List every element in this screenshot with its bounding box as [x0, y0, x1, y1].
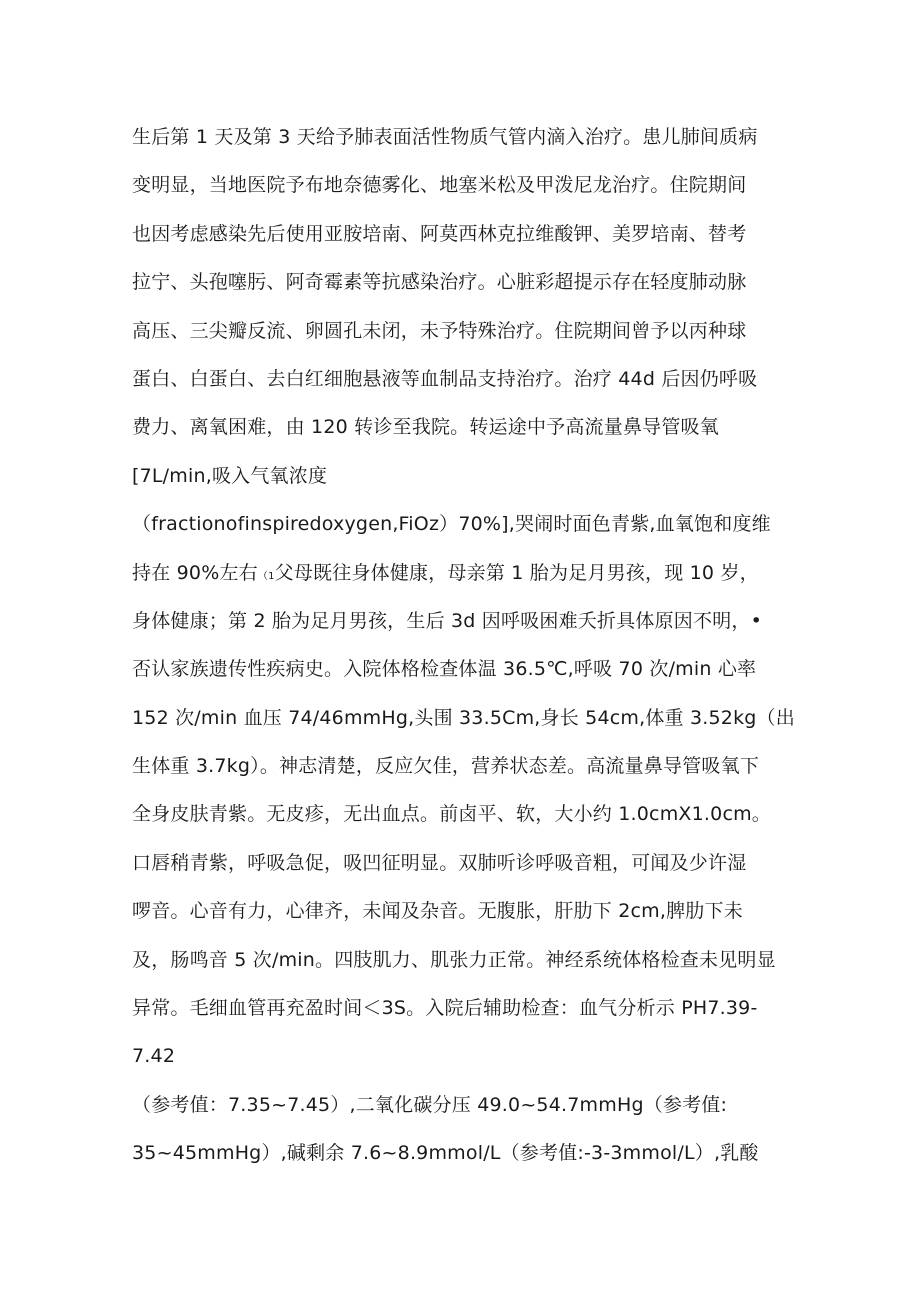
text-line-6: 蛋白、白蛋白、去白红细胞悬液等血制品支持治疗。治疗 44d 后因仍呼吸 [132, 367, 758, 390]
text-line-19: 异常。毛细血管再充盈时间＜3S。入院后辅助检查：血气分析示 PH7.39- [132, 997, 758, 1020]
text-line-14: 生体重 3.7kg）。神志清楚，反应欠佳，营养状态差。高流量鼻导管吸氧下 [132, 755, 760, 778]
text-line-10-end: 父母既往身体健康，母亲第 1 胎为足月男孩，现 10 岁， [274, 561, 759, 584]
text-line-3: 也因考虑感染先后使用亚胺培南、阿莫西林克拉维酸钾、美罗培南、替考 [132, 222, 747, 245]
text-line-18: 及，肠鸣音 5 次/min。四肢肌力、肌张力正常。神经系统体格检查未见明显 [132, 948, 776, 971]
text-line-13: 152 次/min 血压 74/46mmHg,头围 33.5Cm,身长 54cm,体重 3.52kg（出 [132, 706, 795, 729]
text-line-15: 全身皮肤青紫。无皮疹，无出血点。前卤平、软，大小约 1.0cmX1.0cm。 [132, 803, 771, 826]
text-line-20: 7.42 [132, 1045, 176, 1068]
text-line-7: 费力、离氧困难，由 120 转诊至我院。转运途中予高流量鼻导管吸氧 [132, 416, 719, 439]
text-line-5: 高压、三尖瓣反流、卵圆孔未闭，未予特殊治疗。住院期间曾予以丙种球 [132, 319, 747, 342]
text-line-11: 身体健康；第 2 胎为足月男孩，生后 3d 因呼吸困难夭折具体原因不明，• [132, 609, 763, 632]
text-line-16: 口唇稍青紫，呼吸急促，吸凹征明显。双肺听诊呼吸音粗，可闻及少许湿 [132, 851, 747, 874]
text-line-17: 啰音。心音有力，心律齐，未闻及杂音。无腹胀，肝肋下 2cm,脾肋下未 [132, 900, 743, 923]
superscript-note: （1 [257, 570, 275, 582]
text-line-22: 35~45mmHg）,碱剩余 7.6~8.9mmol/L（参考值:-3-3mmol/L）,乳酸 [132, 1142, 759, 1165]
text-line-2: 变明显，当地医院予布地奈德雾化、地塞米松及甲泼尼龙治疗。住院期间 [132, 174, 747, 197]
body-text [132, 113, 812, 1178]
text-line-21: （参考值：7.35~7.45）,二氧化碳分压 49.0~54.7mmHg（参考值: [132, 1093, 728, 1116]
text-line-12: 否认家族遗传性疾病史。入院体格检查体温 36.5℃,呼吸 70 次/min 心率 [132, 658, 757, 681]
text-line-10 [132, 549, 812, 597]
text-line-10-start: 持在 90%左右 [132, 561, 258, 584]
text-line-1: 生后第 1 天及第 3 天给予肺表面活性物质气管内滴入治疗。患儿肺间质病 [132, 126, 758, 148]
text-line-8: [7L/min,吸入气氧浓度 [132, 464, 328, 487]
text-line-9: （fractionofinspiredoxygen,FiOz）70%],哭闹时面色青紫,血氧饱和度维 [132, 513, 771, 536]
text-line-4: 拉宁、头孢噻肟、阿奇霉素等抗感染治疗。心脏彩超提示存在轻度肺动脉 [132, 271, 747, 294]
